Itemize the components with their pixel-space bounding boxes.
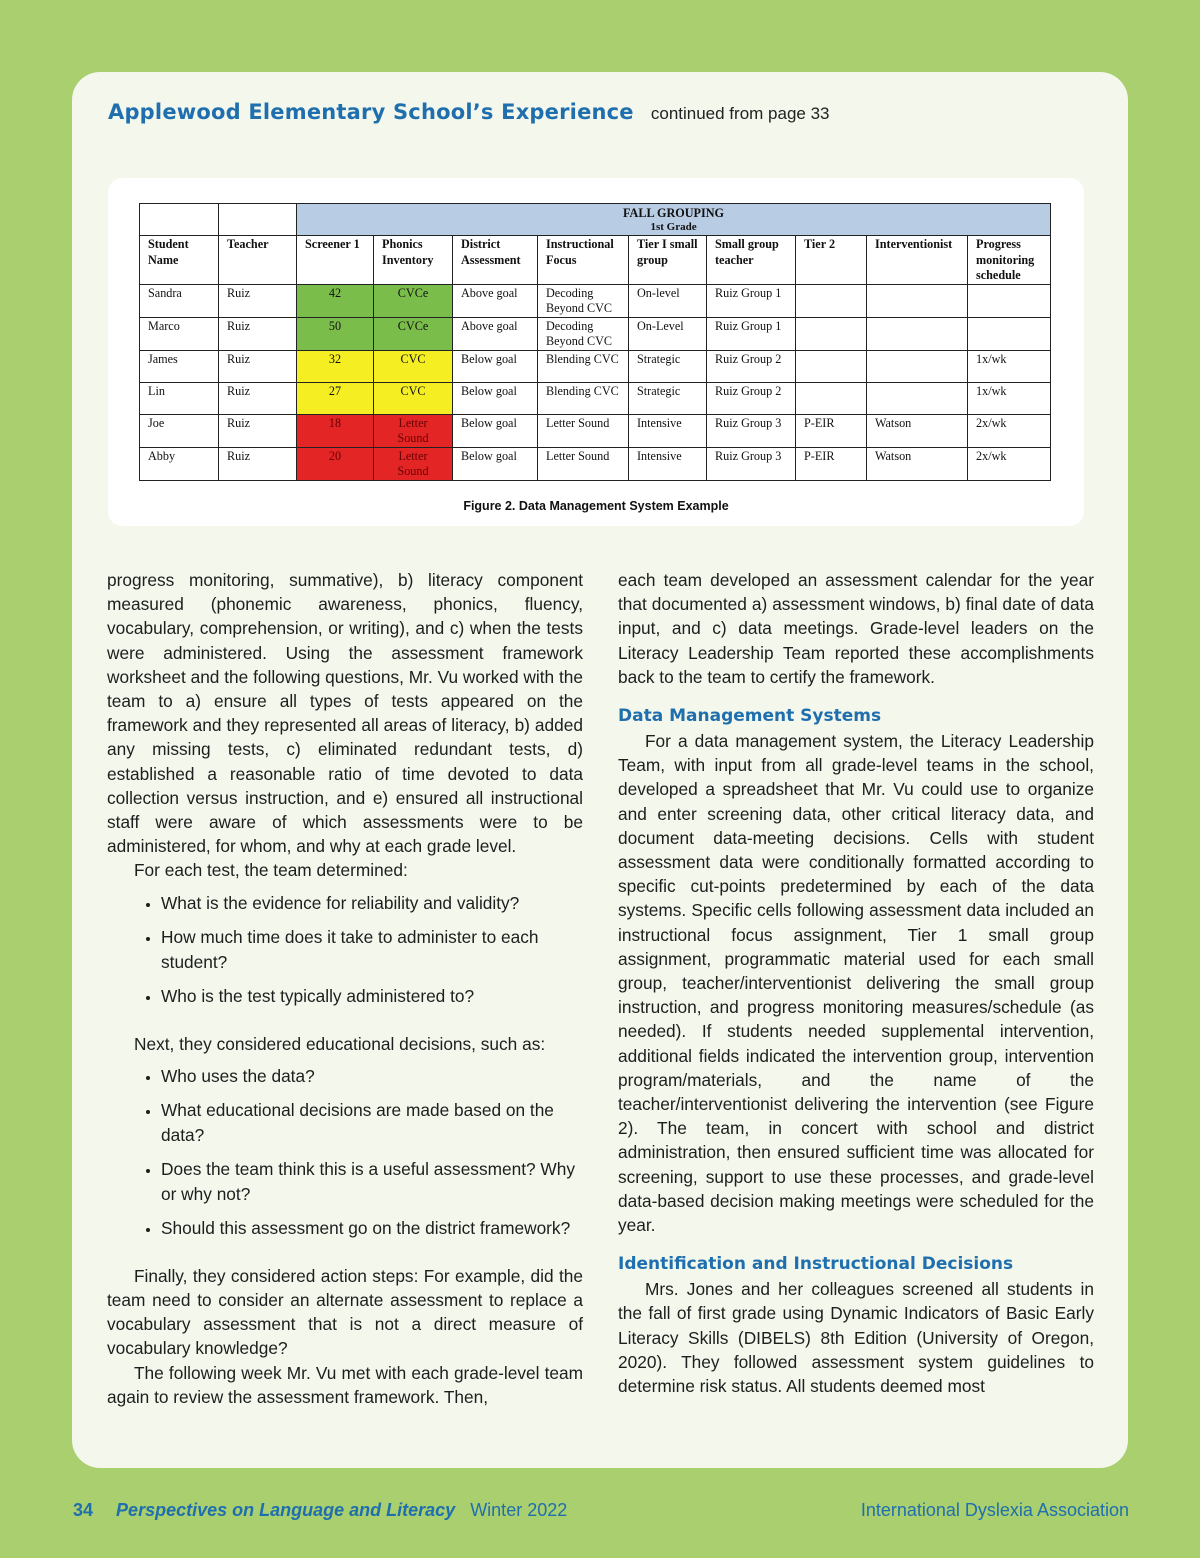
table-cell: 2x/wk xyxy=(968,414,1051,447)
table-row xyxy=(140,317,1051,350)
phonics-cell: Letter Sound xyxy=(374,447,453,480)
issue-season: Winter 2022 xyxy=(470,1500,568,1520)
column-header: Screener 1 xyxy=(297,236,374,285)
list-item: • Does the team think this is a useful assessment? Why or why not? xyxy=(161,1157,583,1207)
list-item: • Who is the test typically administered to? xyxy=(161,984,583,1009)
spacer xyxy=(107,1018,583,1032)
table-cell: Ruiz Group 3 xyxy=(707,447,796,480)
phonics-cell: CVCe xyxy=(374,284,453,317)
table-cell: Sandra xyxy=(140,284,219,317)
body-paragraph: The following week Mr. Vu met with each grade-level team again to review the assessment framework. Then, xyxy=(107,1362,583,1407)
phonics-cell: Letter Sound xyxy=(374,414,453,447)
column-header: Progress monitoring schedule xyxy=(968,236,1051,285)
table-cell: Below goal xyxy=(453,382,538,414)
fall-grouping-title: FALL GROUPING xyxy=(623,206,725,220)
column-header: Tier 2 xyxy=(796,236,867,285)
list-item: • Should this assessment go on the district framework? xyxy=(161,1216,583,1241)
table-cell: Blending CVC xyxy=(538,382,629,414)
page-title: Applewood Elementary School’s Experience xyxy=(108,100,634,124)
band-empty-cell xyxy=(219,204,297,236)
screener-cell: 18 xyxy=(297,414,374,447)
table-cell: Above goal xyxy=(453,284,538,317)
table-band-row xyxy=(140,204,1051,236)
table-cell: On-Level xyxy=(629,317,707,350)
table-cell xyxy=(968,317,1051,350)
continued-note: continued from page 33 xyxy=(650,104,830,123)
table-cell: Intensive xyxy=(629,414,707,447)
table-cell xyxy=(867,382,968,414)
column-header: Interventionist xyxy=(867,236,968,285)
screener-cell: 20 xyxy=(297,447,374,480)
table-cell xyxy=(968,284,1051,317)
bullet-list xyxy=(107,1064,583,1241)
list-item: • How much time does it take to administer to each student? xyxy=(161,925,583,975)
screener-cell: 50 xyxy=(297,317,374,350)
table-cell: Above goal xyxy=(453,317,538,350)
phonics-cell: CVCe xyxy=(374,317,453,350)
table-cell: Decoding Beyond CVC xyxy=(538,284,629,317)
table-cell: Decoding Beyond CVC xyxy=(538,317,629,350)
body-paragraph: For each test, the team determined: xyxy=(134,860,408,881)
section-heading: Identification and Instructional Decisions xyxy=(618,1254,1014,1275)
table-cell: Ruiz xyxy=(219,414,297,447)
column-header: Teacher xyxy=(219,236,297,285)
table-row xyxy=(140,382,1051,414)
column-header: Instructional Focus xyxy=(538,236,629,285)
table-cell: P-EIR xyxy=(796,414,867,447)
table-row xyxy=(140,414,1051,447)
body-paragraph: each team developed an assessment calendar for the year that documented a) assessment windows, b) final date of data input, and c) data meetings. Grade-level leaders on the Literacy Leadership Team reported these accomplishments back to the team to certify the framework. xyxy=(618,570,1094,687)
table-cell: Watson xyxy=(867,414,968,447)
table-row xyxy=(140,284,1051,317)
column-header: Tier I small group xyxy=(629,236,707,285)
table-cell: 2x/wk xyxy=(968,447,1051,480)
table-cell: Marco xyxy=(140,317,219,350)
body-paragraph: Mrs. Jones and her colleagues screened all students in the fall of first grade using Dynamic Indicators of Basic Early Literacy Skills (DIBELS) 8th Edition (University of Oregon, 2020). They followed assessment system guidelines to determine risk status. All students deemed most xyxy=(618,1279,1094,1397)
table-cell: 1x/wk xyxy=(968,382,1051,414)
fall-grouping-band xyxy=(297,204,1051,236)
right-column xyxy=(618,568,1094,1398)
table-cell: Watson xyxy=(867,447,968,480)
table-cell xyxy=(796,382,867,414)
column-header: District Assessment xyxy=(453,236,538,285)
bullet-list xyxy=(107,891,583,1009)
table-cell: 1x/wk xyxy=(968,350,1051,382)
table-cell: P-EIR xyxy=(796,447,867,480)
phonics-cell: CVC xyxy=(374,382,453,414)
column-header: Small group teacher xyxy=(707,236,796,285)
fall-grouping-grade: 1st Grade xyxy=(650,221,697,233)
section-heading: Data Management Systems xyxy=(618,706,882,727)
table-row xyxy=(140,447,1051,480)
table-row xyxy=(140,350,1051,382)
table-cell xyxy=(796,317,867,350)
table-cell: Intensive xyxy=(629,447,707,480)
page-number: 34 xyxy=(73,1500,94,1520)
table-cell: Joe xyxy=(140,414,219,447)
table-cell: Blending CVC xyxy=(538,350,629,382)
list-item: • What educational decisions are made based on the data? xyxy=(161,1098,583,1148)
band-empty-cell xyxy=(140,204,219,236)
table-cell: Ruiz Group 2 xyxy=(707,350,796,382)
column-header: Phonics Inventory xyxy=(374,236,453,285)
table-cell: Ruiz xyxy=(219,317,297,350)
table-cell xyxy=(867,350,968,382)
table-cell: Strategic xyxy=(629,350,707,382)
body-paragraph: Next, they considered educational decisions, such as: xyxy=(134,1033,546,1054)
table-cell: Ruiz Group 2 xyxy=(707,382,796,414)
journal-title: Perspectives on Language and Literacy xyxy=(116,1500,456,1520)
screener-cell: 27 xyxy=(297,382,374,414)
figure-caption: Figure 2. Data Management System Example xyxy=(463,499,729,513)
table-cell: Lin xyxy=(140,382,219,414)
table-cell: Ruiz Group 1 xyxy=(707,317,796,350)
table-cell: Abby xyxy=(140,447,219,480)
table-cell xyxy=(867,284,968,317)
table-cell: Ruiz xyxy=(219,447,297,480)
page-footer xyxy=(73,1500,1129,1521)
table-cell: Strategic xyxy=(629,382,707,414)
table-cell: On-level xyxy=(629,284,707,317)
list-item: • Who uses the data? xyxy=(161,1064,583,1089)
table-cell xyxy=(796,284,867,317)
column-header: Student Name xyxy=(140,236,219,285)
table-cell: Ruiz Group 3 xyxy=(707,414,796,447)
table-cell xyxy=(796,350,867,382)
table-cell: Below goal xyxy=(453,447,538,480)
table-cell: Letter Sound xyxy=(538,414,629,447)
table-cell xyxy=(867,317,968,350)
spacer xyxy=(107,1250,583,1264)
screener-cell: 32 xyxy=(297,350,374,382)
table-cell: Below goal xyxy=(453,414,538,447)
table-cell: Ruiz xyxy=(219,382,297,414)
table-cell: Ruiz xyxy=(219,284,297,317)
body-paragraph: progress monitoring, summative), b) literacy component measured (phonemic awareness, phonics, fluency, vocabulary, comprehension, or writing), and c) when the tests were administered. Using the assessment framework worksheet and the following questions, Mr. Vu worked with the team to a) ensure all types of tests appeared on the framework and they represented all areas of literacy, b) added any missing tests, c) eliminated redundant tests, d) established a reasonable ratio of time devoted to data collection versus instruction, and e) ensured all instructional staff were aware of which assessments were to be administered, for whom, and why at each grade level. xyxy=(107,570,583,857)
table-cell: James xyxy=(140,350,219,382)
body-paragraph: For a data management system, the Literacy Leadership Team, with input from all grade-level teams in the school, developed a spreadsheet that Mr. Vu could use to organize and enter screening data, other critical literacy data, and document data-meeting decisions. Cells with student assessment data were conditionally formatted according to specific cut-points predetermined by each of the data systems. Specific cells following assessment data included an instructional focus assignment, Tier 1 small group assignment, programmatic material used for each small group, teacher/interventionist delivering the small group instruction, and progress monitoring measures/schedule (as needed). If students needed supplemental intervention, additional fields indicated the intervention group, intervention program/materials, and the name of the teacher/interventionist delivering the intervention (see Figure 2). The team, in concert with school and district administration, then ensured sufficient time was allocated for screening, support to use these processes, and grade-level data-based decision making meetings were scheduled for the year. xyxy=(618,731,1094,1236)
header xyxy=(108,100,1068,124)
table-cell: Ruiz xyxy=(219,350,297,382)
left-column xyxy=(107,568,583,1409)
phonics-cell: CVC xyxy=(374,350,453,382)
organization-name: International Dyslexia Association xyxy=(860,1500,1129,1520)
table-cell: Letter Sound xyxy=(538,447,629,480)
data-management-table xyxy=(139,203,1051,481)
table-cell: Below goal xyxy=(453,350,538,382)
body-paragraph: Finally, they considered action steps: For example, did the team need to consider an alternate assessment to replace a vocabulary assessment that is not a direct measure of vocabulary knowledge? xyxy=(107,1265,583,1359)
table-header-row xyxy=(140,236,1051,285)
table-cell: Ruiz Group 1 xyxy=(707,284,796,317)
screener-cell: 42 xyxy=(297,284,374,317)
list-item: • What is the evidence for reliability and validity? xyxy=(161,891,583,916)
